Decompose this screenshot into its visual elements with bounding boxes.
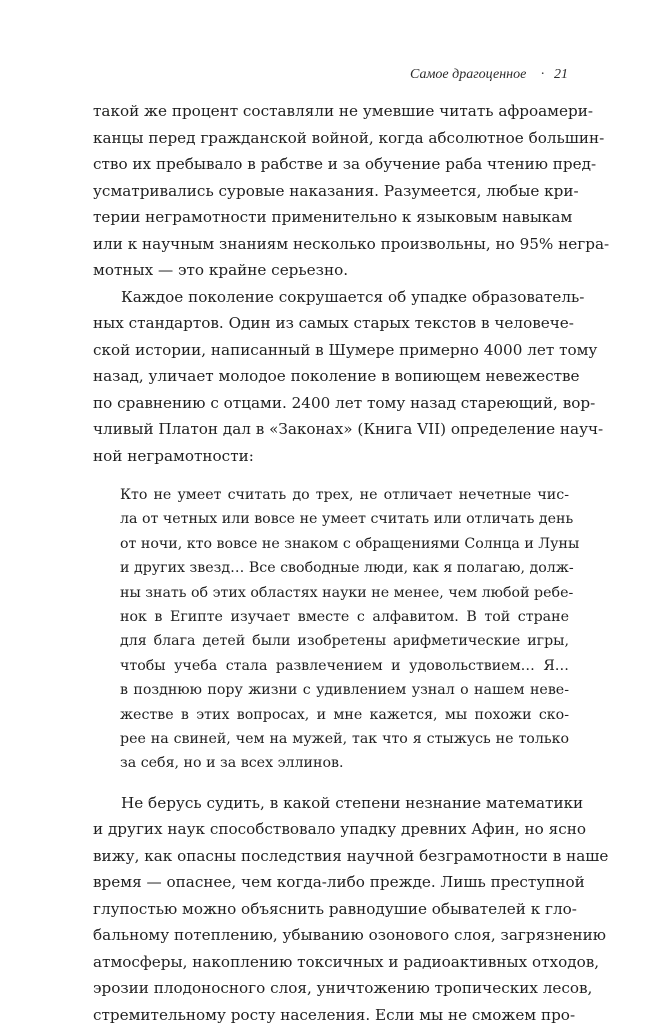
text-line: стремительному росту населения. Если мы не сможем про-: [93, 1005, 576, 1024]
quote-line: нок в Египте изучает вместе с алфавитом. В той стране: [120, 608, 569, 625]
text-line: усматривались суровые наказания. Разумеется, любые кри-: [93, 181, 579, 200]
quote-line: ла от четных или вовсе не умеет считать или отличать день: [120, 511, 574, 528]
quote-line: от ночи, кто вовсе не знаком с обращениями Солнца и Луны: [120, 535, 580, 552]
header-separator: ·: [540, 67, 545, 82]
quote-line: в позднюю пору жизни с удивлением узнал о нашем неве-: [120, 682, 569, 699]
quote-line: и других звезд… Все свободные люди, как я полагаю, долж-: [120, 560, 574, 577]
text-line: атмосферы, накоплению токсичных и радиоактивных отходов,: [93, 952, 600, 971]
quote-line: за себя, но и за всех эллинов.: [120, 755, 344, 772]
quote-line: рее на свиней, чем на мужей, так что я стыжусь не только: [120, 730, 569, 747]
text-line: канцы перед гражданской войной, когда абсолютное большин-: [93, 128, 605, 147]
text-line: ской истории, написанный в Шумере примерно 4000 лет тому: [93, 340, 598, 359]
text-line: терии неграмотности применительно к языковым навыкам: [93, 208, 573, 226]
quote-line: чтобы учеба стала развлечением и удовольствием… Я…: [120, 657, 569, 674]
paragraph-1: [93, 98, 610, 284]
text-line: и других наук способствовало упадку древних Афин, но ясно: [93, 820, 586, 839]
block-quote: [120, 483, 580, 776]
text-line: Не берусь судить, в какой степени незнание математики: [121, 793, 584, 812]
chapter-title: Самое драгоценное: [410, 67, 527, 82]
text-line: вижу, как опасны последствия научной безграмотности в наше: [93, 846, 609, 865]
quote-line: жестве в этих вопросах, и мне кажется, мы похожи ско-: [120, 706, 569, 723]
text-line: назад, уличает молодое поколение в вопиющем невежестве: [93, 367, 580, 385]
paragraph-2: [93, 284, 604, 470]
text-line: время — опаснее, чем когда-либо прежде. Лишь преступной: [93, 873, 585, 892]
page-body: [93, 98, 610, 1028]
quote-line: Кто не умеет считать до трех, не отличает нечетные чис-: [120, 487, 569, 503]
text-line: глупостью можно объяснить равнодушие обывателей к гло-: [93, 899, 577, 918]
paragraph-3: [93, 790, 609, 1028]
text-line: Каждое поколение сокрушается об упадке образователь-: [121, 287, 585, 306]
text-line: ство их пребывало в рабстве и за обучение раба чтению пред-: [93, 155, 597, 173]
text-line: ных стандартов. Один из самых старых текстов в человече-: [93, 314, 574, 332]
text-line: эрозии плодоносного слоя, уничтожению тропических лесов,: [93, 979, 593, 998]
text-line: бальному потеплению, убыванию озонового слоя, загрязнению: [93, 926, 607, 945]
text-line: такой же процент составляли не умевшие читать афроамери-: [93, 102, 593, 120]
quote-line: ны знать об этих областях науки не менее, чем любой ребе-: [120, 584, 574, 601]
running-header: [410, 67, 568, 83]
text-line: или к научным знаниям несколько произвольны, но 95% негра-: [93, 234, 610, 253]
text-line: ной неграмотности:: [93, 446, 254, 465]
quote-line: для блага детей были изобретены арифметические игры,: [120, 633, 569, 650]
page-number: 21: [554, 67, 568, 82]
text-line: чливый Платон дал в «Законах» (Книга VII) определение науч-: [93, 420, 604, 438]
text-line: по сравнению с отцами. 2400 лет тому назад стареющий, вор-: [93, 393, 596, 412]
text-line: мотных — это крайне серьезно.: [93, 261, 349, 279]
